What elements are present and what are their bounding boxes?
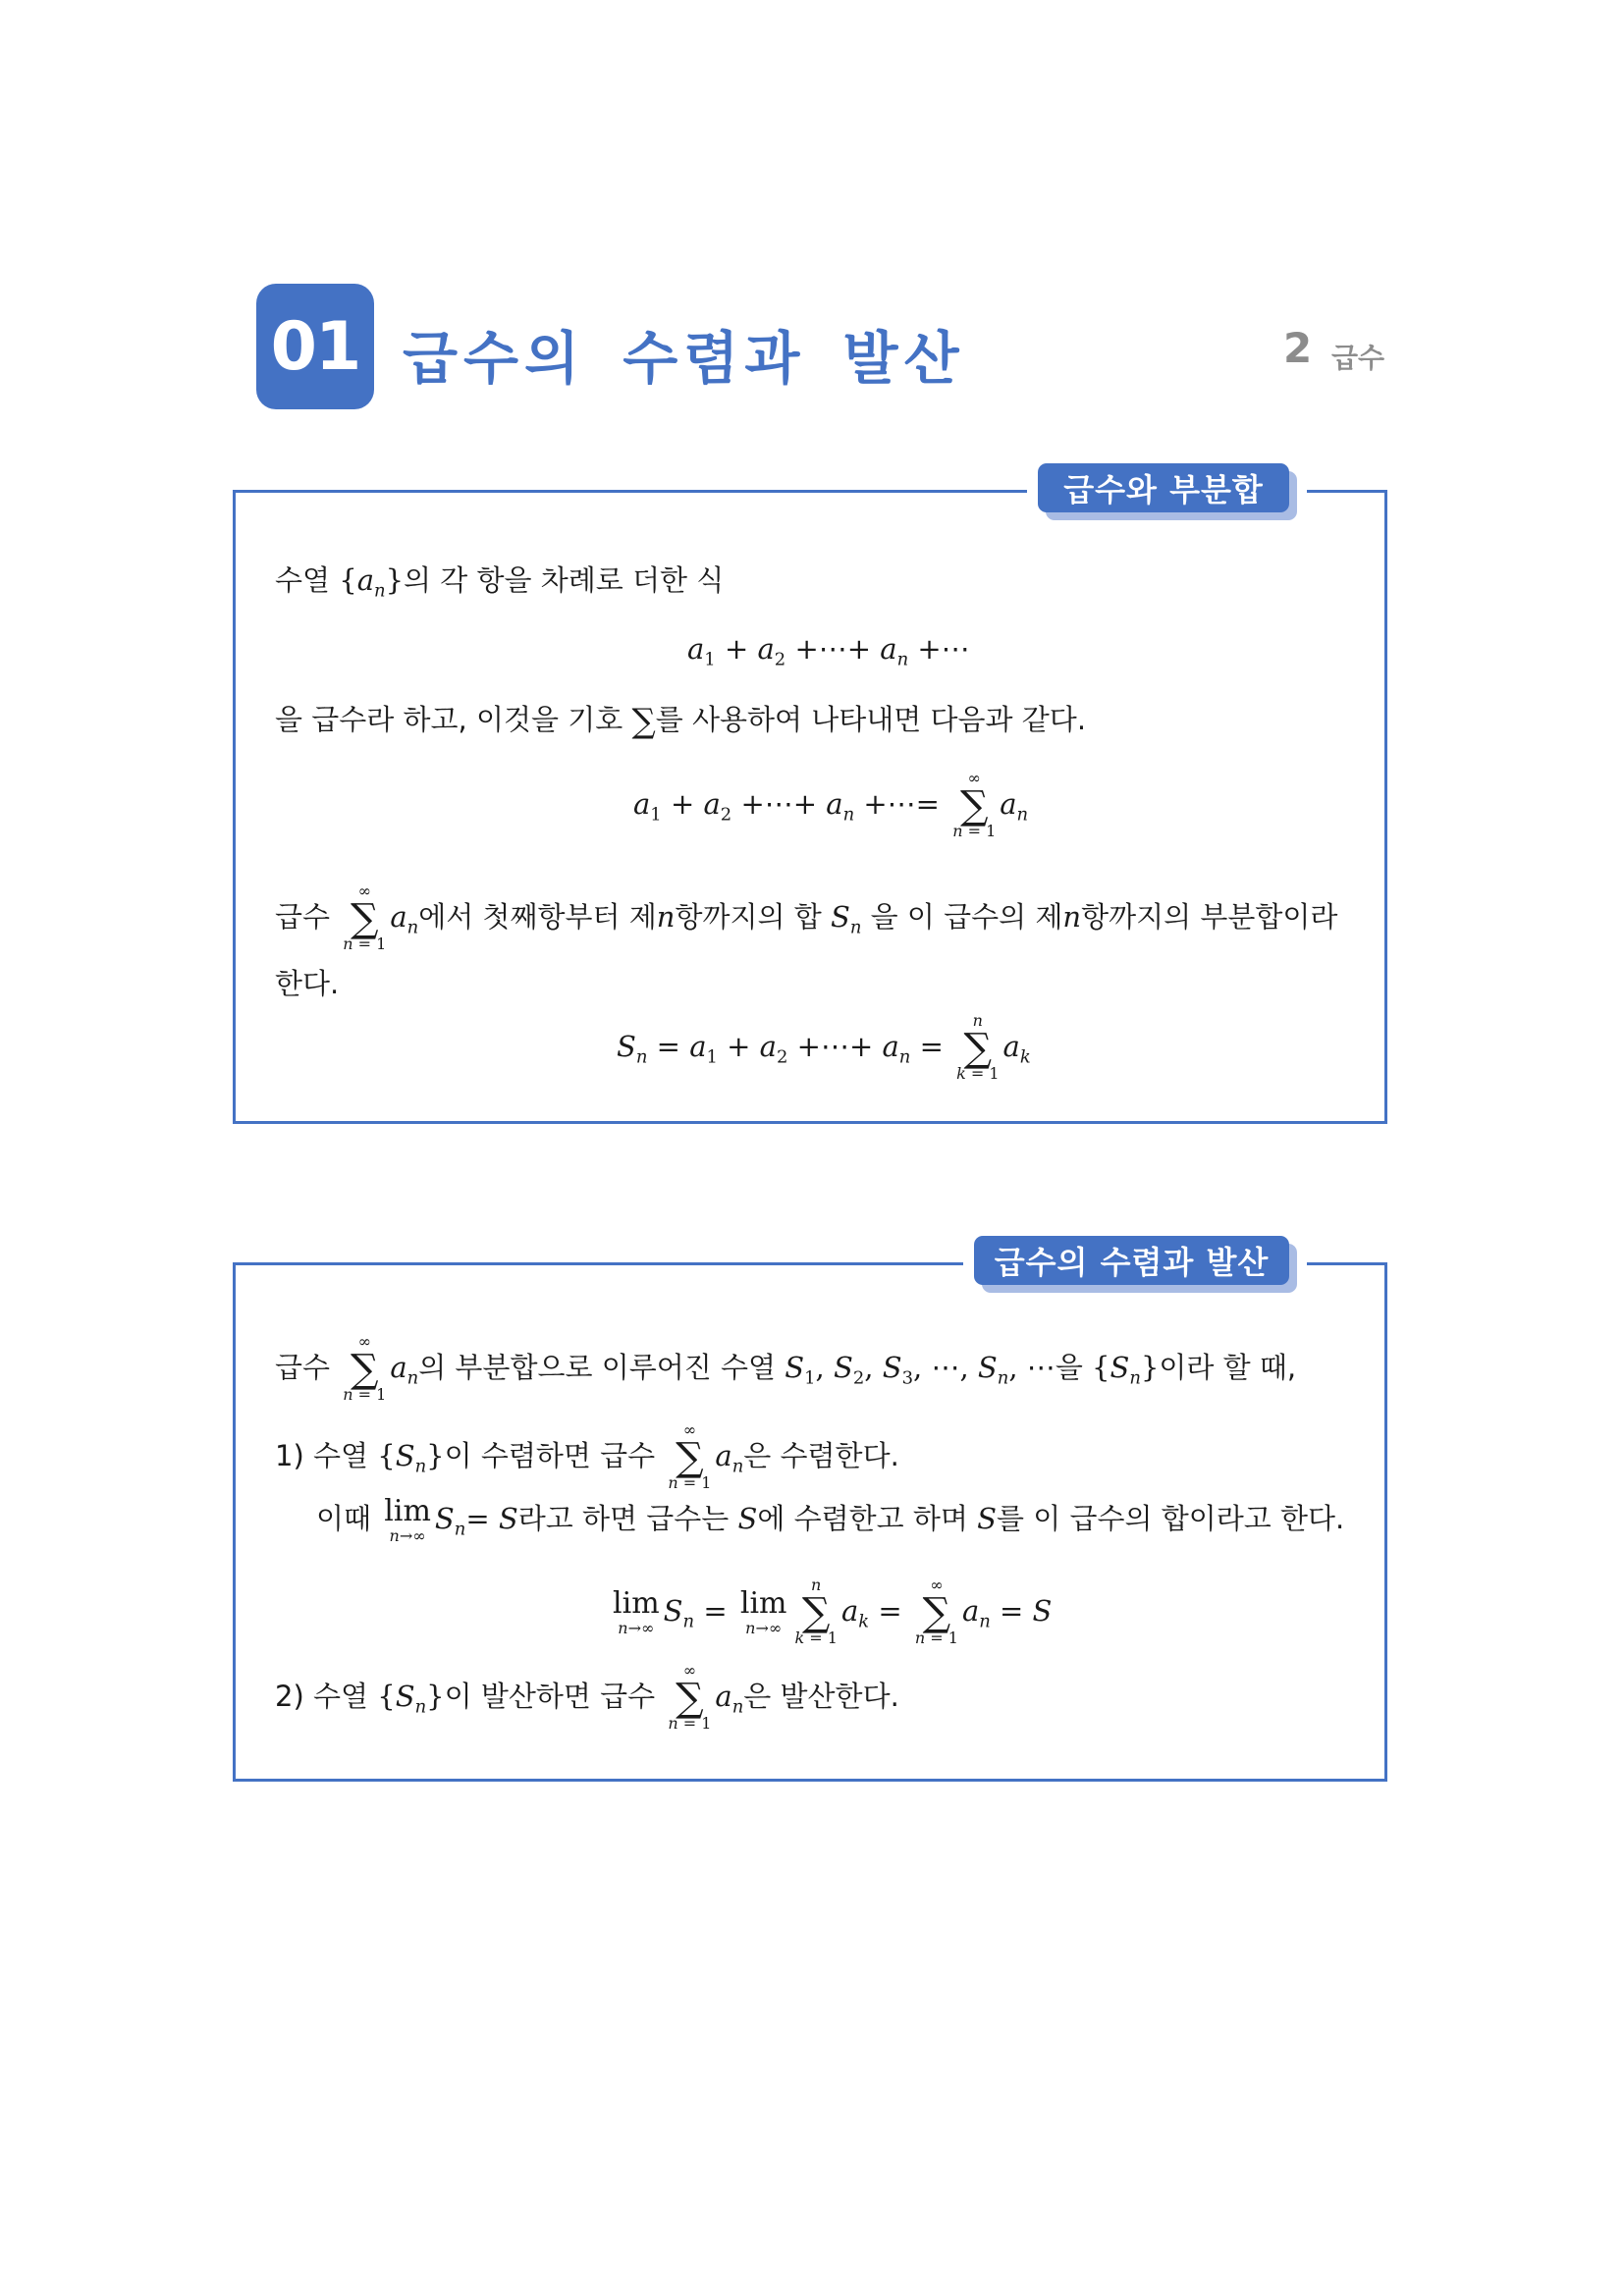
partial-sum-definition-line: 급수 ∞ ∑ n = 1 $a_n$에서 첫째항부터 제n항까지의 합 $S_n$ 을 이 급수의 제n항까지의 부분합이라 [275,881,1338,953]
convergence-divergence-box [233,1244,1387,1782]
convergence-divergence-tab: 급수의 수렴과 발산 [974,1236,1289,1285]
convergence-item: 1) 수열 $\{S_n\}$이 수렴하면 급수 ∞ ∑ n = 1 $a_n$은 수렴한다. [275,1420,899,1492]
partial-sum-formula: $S_n = a_1 + a_2$ +⋯+ $a_n$ = n ∑ k = 1 $a_k$ [617,1011,1031,1083]
chapter-name: 급수 [1331,342,1385,374]
series-partial-sum-box [233,471,1387,1124]
partial-sum-sequence-line: 급수 ∞ ∑ n = 1 $a_n$의 부분합으로 이루어진 수열 $S_1$, $S_2$, $S_3$, ⋯, $S_n$, ⋯을 $\{S_n\}$이라 할 때, [275,1332,1297,1404]
sigma-notation-line: 을 급수라 하고, 이것을 기호 ∑를 사용하여 나타내면 다음과 같다. [275,702,1087,741]
convergence-note: 이때 lim n→∞ $S_n= S$라고 하면 급수는 S에 수렴한고 하며 S를 이 급수의 합이라고 한다. [316,1494,1345,1545]
section-number-badge: 01 [256,284,374,409]
series-limit-formula: lim n→∞ $S_n$ = lim n→∞ n ∑ k = 1 $a_k$ = ∞ ∑ n = 1 $a_n = S$ [613,1575,1053,1647]
definition-line: 수열 $\{a_n\}$의 각 항을 차례로 더한 식 [275,563,725,602]
series-partial-sum-tab: 급수와 부분합 [1038,463,1289,512]
page-number: 2 [1283,324,1313,372]
partial-sum-definition-end: 한다. [275,967,340,1000]
series-expression: $a_1 + a_2$ +⋯+ $a_n$ +⋯ [687,632,970,670]
page-title: 급수의 수렴과 발산 [403,325,965,392]
divergence-item: 2) 수열 $\{S_n\}$이 발산하면 급수 ∞ ∑ n = 1 $a_n$은 발산한다. [275,1661,899,1733]
series-sigma-formula: $a_1 + a_2$ +⋯+ $a_n$ +⋯= ∞ ∑ n = 1 $a_n$ [633,769,1029,840]
